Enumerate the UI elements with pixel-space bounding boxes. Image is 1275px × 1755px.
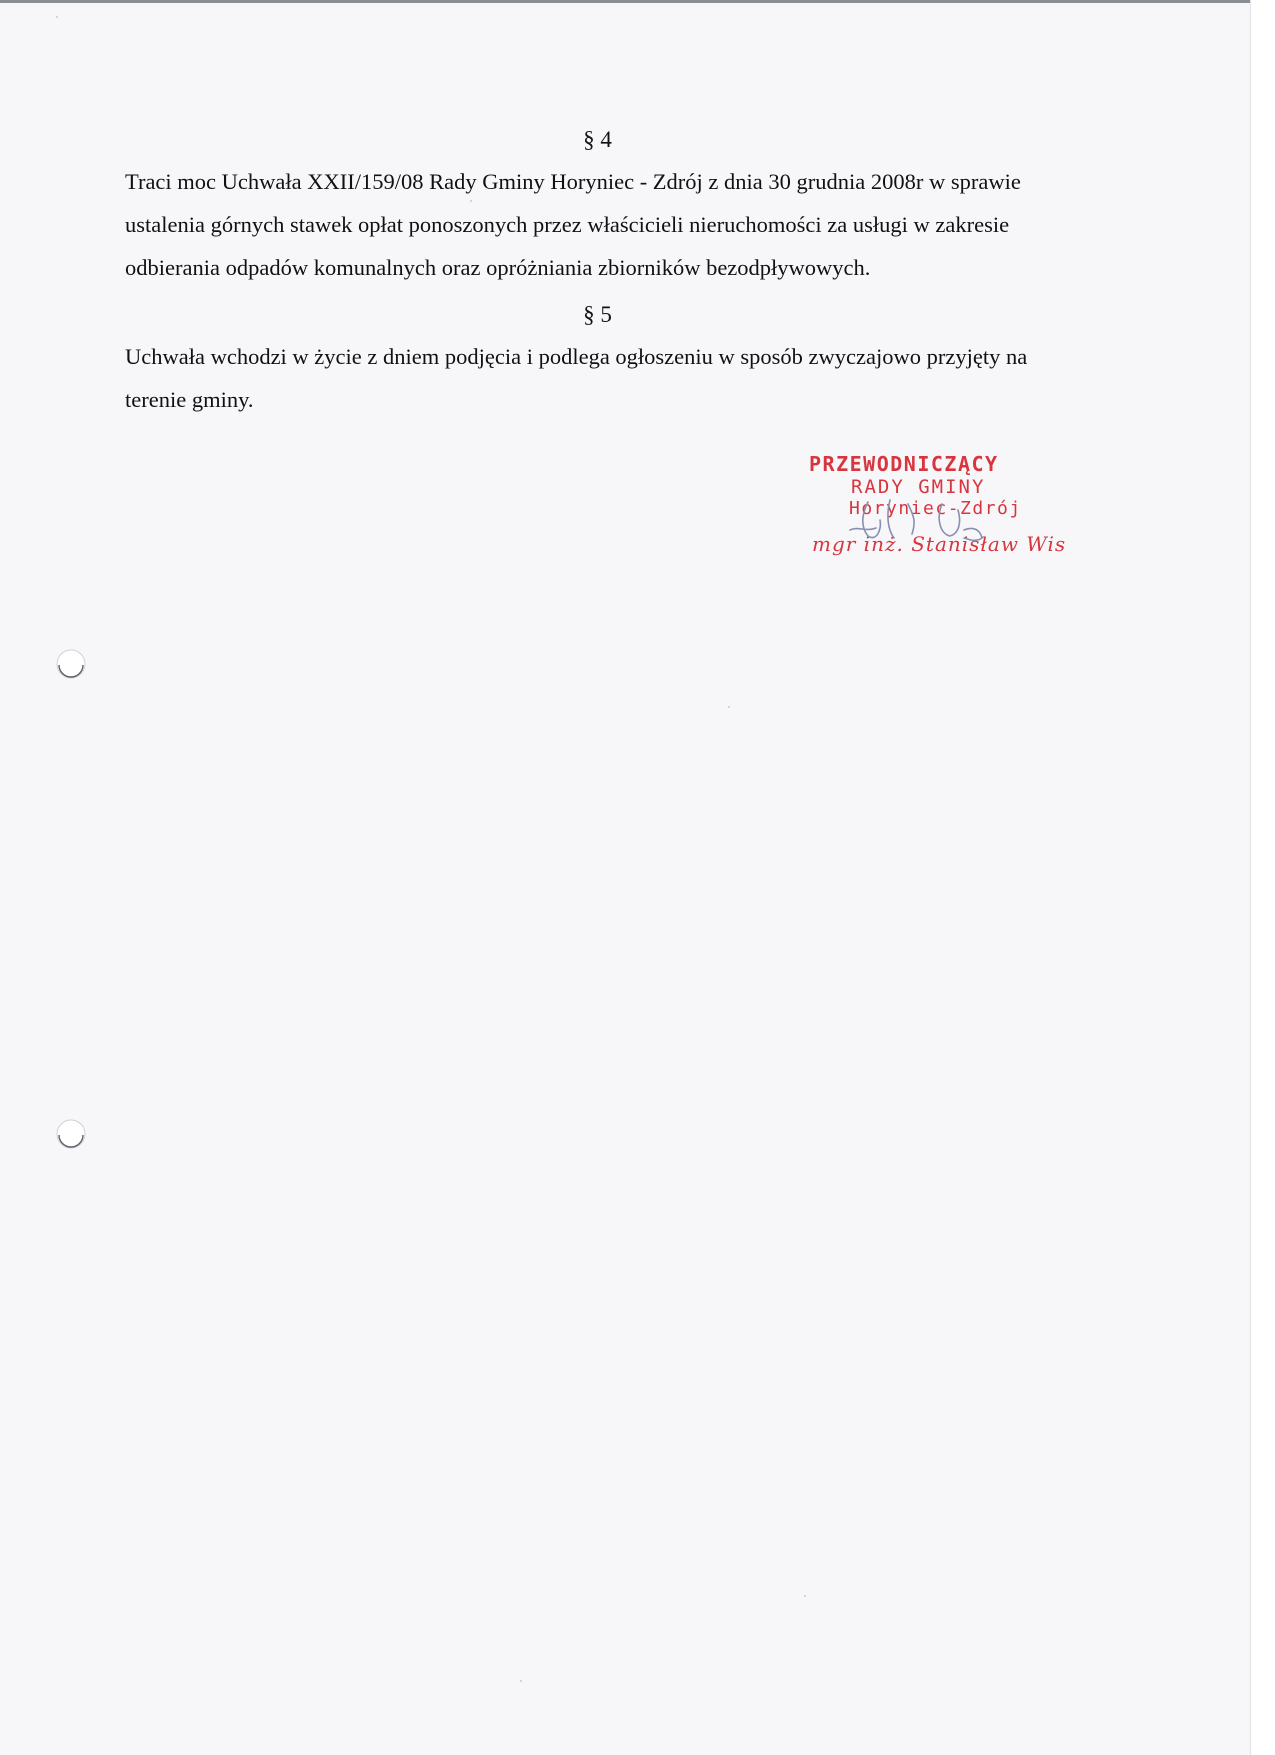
scan-speck [520,1680,522,1682]
punch-hole-icon [55,1118,87,1150]
section-4-text [125,160,1165,289]
scan-right-margin [1251,0,1275,1755]
stamp-municipality: Horyniec-Zdrój [849,498,1022,519]
section-5-heading: § 5 [583,302,612,327]
section-4-line: Traci moc Uchwała XXII/159/08 Rady Gminy Horyniec - Zdrój z dnia 30 grudnia 2008r w sprawie [125,169,1021,194]
scan-speck [56,16,58,18]
scan-speck [804,1595,806,1597]
stamp-title: PRZEWODNICZĄCY [809,452,999,476]
section-5-line: Uchwała wchodzi w życie z dniem podjęcia i podlega ogłoszeniu w sposób zwyczajowo przyjęty na [125,344,1028,369]
section-4-line: odbierania odpadów komunalnych oraz opróżniania zbiorników bezodpływowych. [125,255,871,280]
section-4-heading: § 4 [583,127,612,152]
stamp-council: RADY GMINY [851,476,986,498]
scan-speck [728,706,730,708]
section-5-text [125,335,1165,421]
section-4-line: ustalenia górnych stawek opłat ponoszonych przez właścicieli nieruchomości za usługi w zakresie [125,212,1010,237]
punch-hole-icon [55,648,87,680]
scan-top-edge [0,0,1275,3]
scan-speck [470,200,472,202]
section-5-line: terenie gminy. [125,387,254,412]
handwritten-signature [846,486,1006,566]
stamp-name: mgr inż. Stanisław Wis [812,532,1067,556]
